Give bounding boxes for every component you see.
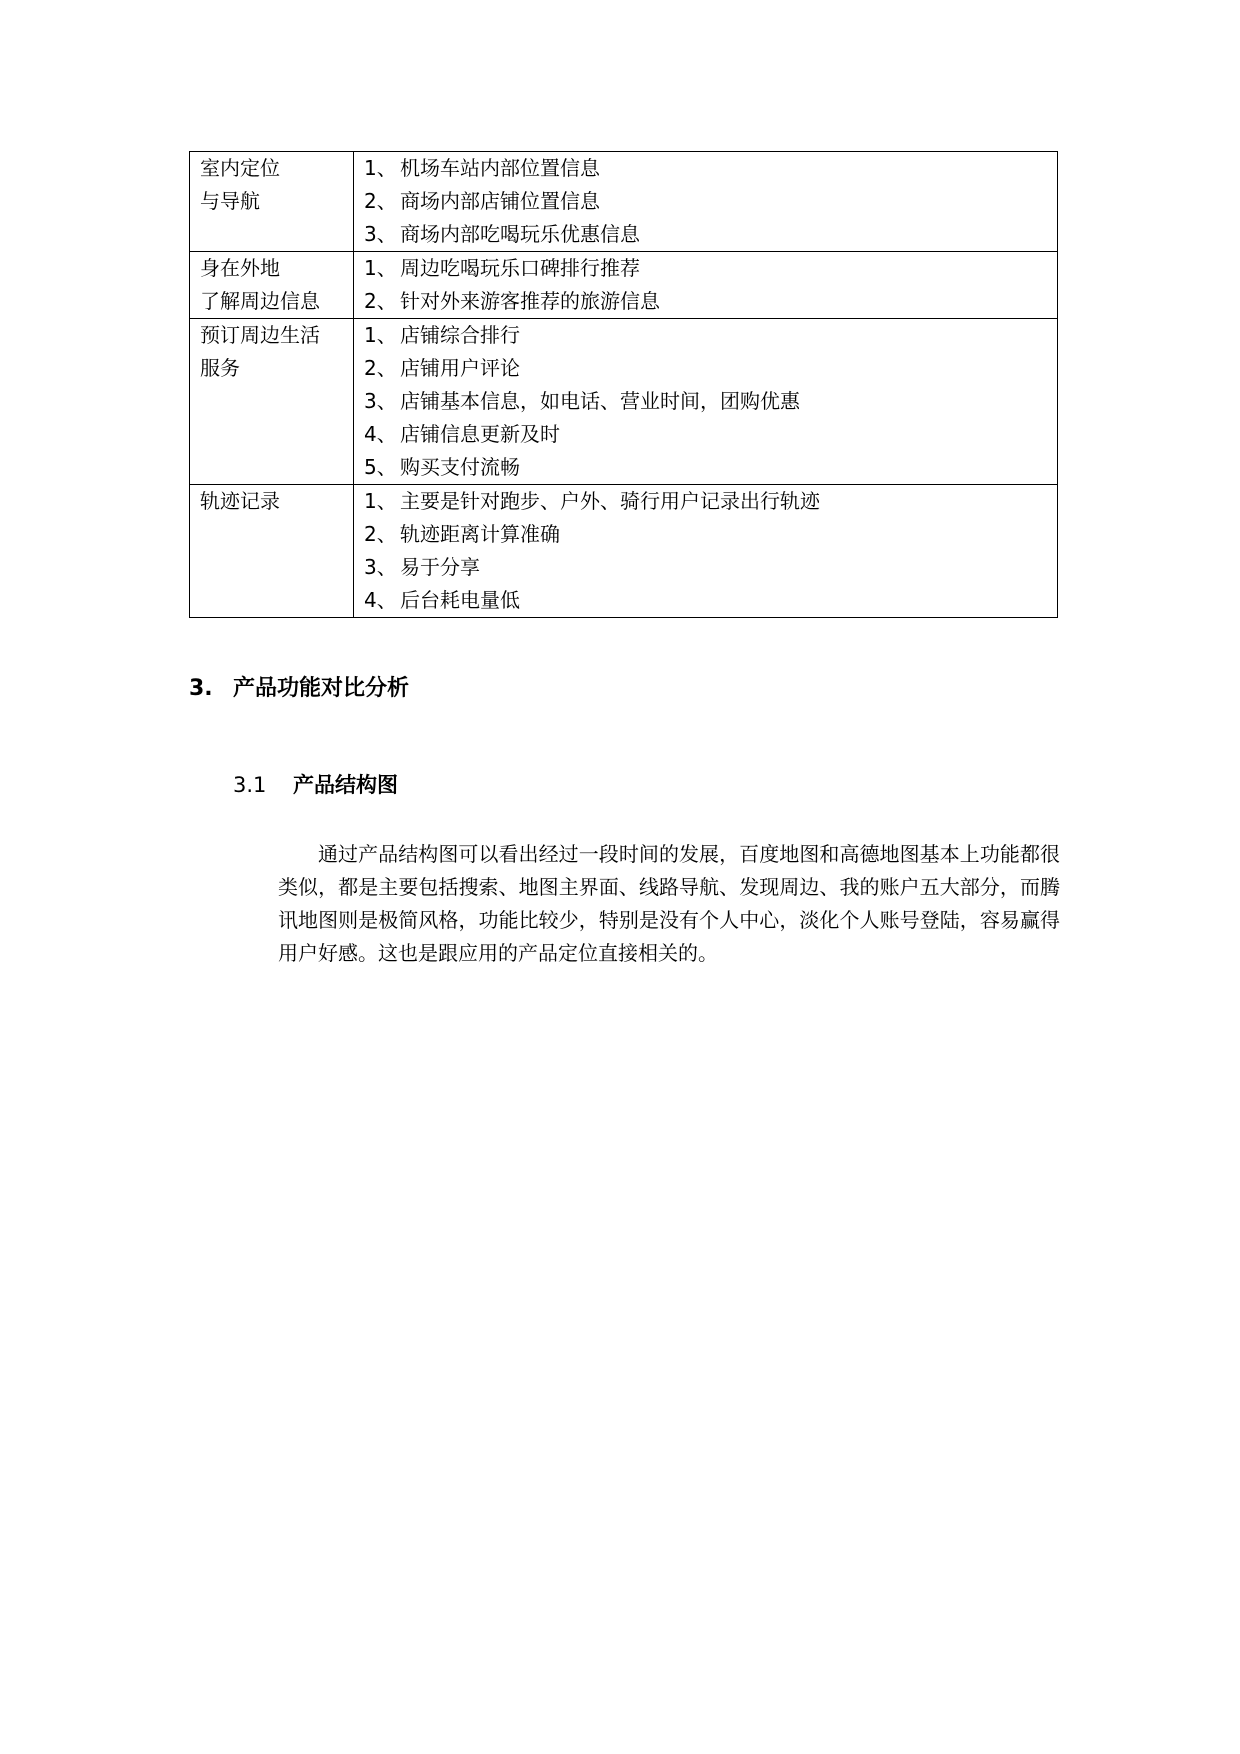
requirement-item <box>364 218 1057 251</box>
table-row <box>190 252 1058 319</box>
item-text: 周边吃喝玩乐口碑排行推荐 <box>400 256 640 280</box>
item-number: 2、 <box>364 189 397 213</box>
item-text: 轨迹距离计算准确 <box>400 522 560 546</box>
item-number: 4、 <box>364 588 397 612</box>
item-number: 3、 <box>364 222 397 246</box>
scenario-line: 身在外地 <box>200 256 280 280</box>
requirements-cell <box>354 319 1058 485</box>
subsection-heading <box>233 769 398 801</box>
requirements-table <box>189 151 1058 618</box>
requirements-cell <box>354 152 1058 252</box>
requirement-item <box>364 418 1057 451</box>
subsection-number: 3.1 <box>233 773 267 797</box>
requirement-item <box>364 485 1057 518</box>
item-number: 2、 <box>364 522 397 546</box>
table-row <box>190 152 1058 252</box>
item-number: 1、 <box>364 323 397 347</box>
requirement-item <box>364 584 1057 617</box>
scenario-cell <box>190 485 354 618</box>
scenario-line: 室内定位 <box>200 156 280 180</box>
item-text: 购买支付流畅 <box>400 455 520 479</box>
item-text: 店铺用户评论 <box>400 356 520 380</box>
item-text: 商场内部吃喝玩乐优惠信息 <box>400 222 640 246</box>
item-text: 机场车站内部位置信息 <box>400 156 600 180</box>
scenario-cell <box>190 252 354 319</box>
section-number: 3. <box>189 676 213 701</box>
section-heading <box>189 673 409 705</box>
requirement-item <box>364 285 1057 318</box>
body-paragraph: 通过产品结构图可以看出经过一段时间的发展，百度地图和高德地图基本上功能都很类似，都是主要包括搜索、地图主界面、线路导航、发现周边、我的账户五大部分，而腾讯地图则是极简风格，功能比较少，特别是没有个人中心，淡化个人账号登陆，容易赢得用户好感。这也是跟应用的产品定位直接相关的。 <box>278 842 1060 965</box>
requirement-item <box>364 185 1057 218</box>
scenario-cell <box>190 152 354 252</box>
requirement-item <box>364 451 1057 484</box>
item-text: 店铺信息更新及时 <box>400 422 560 446</box>
table-row <box>190 485 1058 618</box>
item-text: 后台耗电量低 <box>400 588 520 612</box>
item-text: 主要是针对跑步、户外、骑行用户记录出行轨迹 <box>400 489 820 513</box>
requirement-item <box>364 319 1057 352</box>
item-number: 3、 <box>364 555 397 579</box>
requirements-cell <box>354 252 1058 319</box>
requirements-cell <box>354 485 1058 618</box>
item-text: 针对外来游客推荐的旅游信息 <box>400 289 660 313</box>
item-text: 易于分享 <box>400 555 480 579</box>
scenario-line: 轨迹记录 <box>200 489 280 513</box>
item-text: 店铺综合排行 <box>400 323 520 347</box>
section-title: 产品功能对比分析 <box>233 676 410 701</box>
scenario-line: 与导航 <box>200 189 260 213</box>
item-number: 1、 <box>364 489 397 513</box>
scenario-cell <box>190 319 354 485</box>
item-number: 1、 <box>364 256 397 280</box>
scenario-line: 预订周边生活 <box>200 323 320 347</box>
item-number: 5、 <box>364 455 397 479</box>
requirement-item <box>364 385 1057 418</box>
item-number: 2、 <box>364 356 397 380</box>
requirement-item <box>364 518 1057 551</box>
table-row <box>190 319 1058 485</box>
requirement-item <box>364 152 1057 185</box>
scenario-line: 了解周边信息 <box>200 289 320 313</box>
requirement-item <box>364 551 1057 584</box>
requirement-item <box>364 252 1057 285</box>
item-text: 店铺基本信息，如电话、营业时间，团购优惠 <box>400 389 800 413</box>
item-number: 4、 <box>364 422 397 446</box>
scenario-line: 服务 <box>200 356 240 380</box>
item-number: 1、 <box>364 156 397 180</box>
item-text: 商场内部店铺位置信息 <box>400 189 600 213</box>
requirement-item <box>364 352 1057 385</box>
item-number: 2、 <box>364 289 397 313</box>
item-number: 3、 <box>364 389 397 413</box>
subsection-title: 产品结构图 <box>293 773 398 797</box>
